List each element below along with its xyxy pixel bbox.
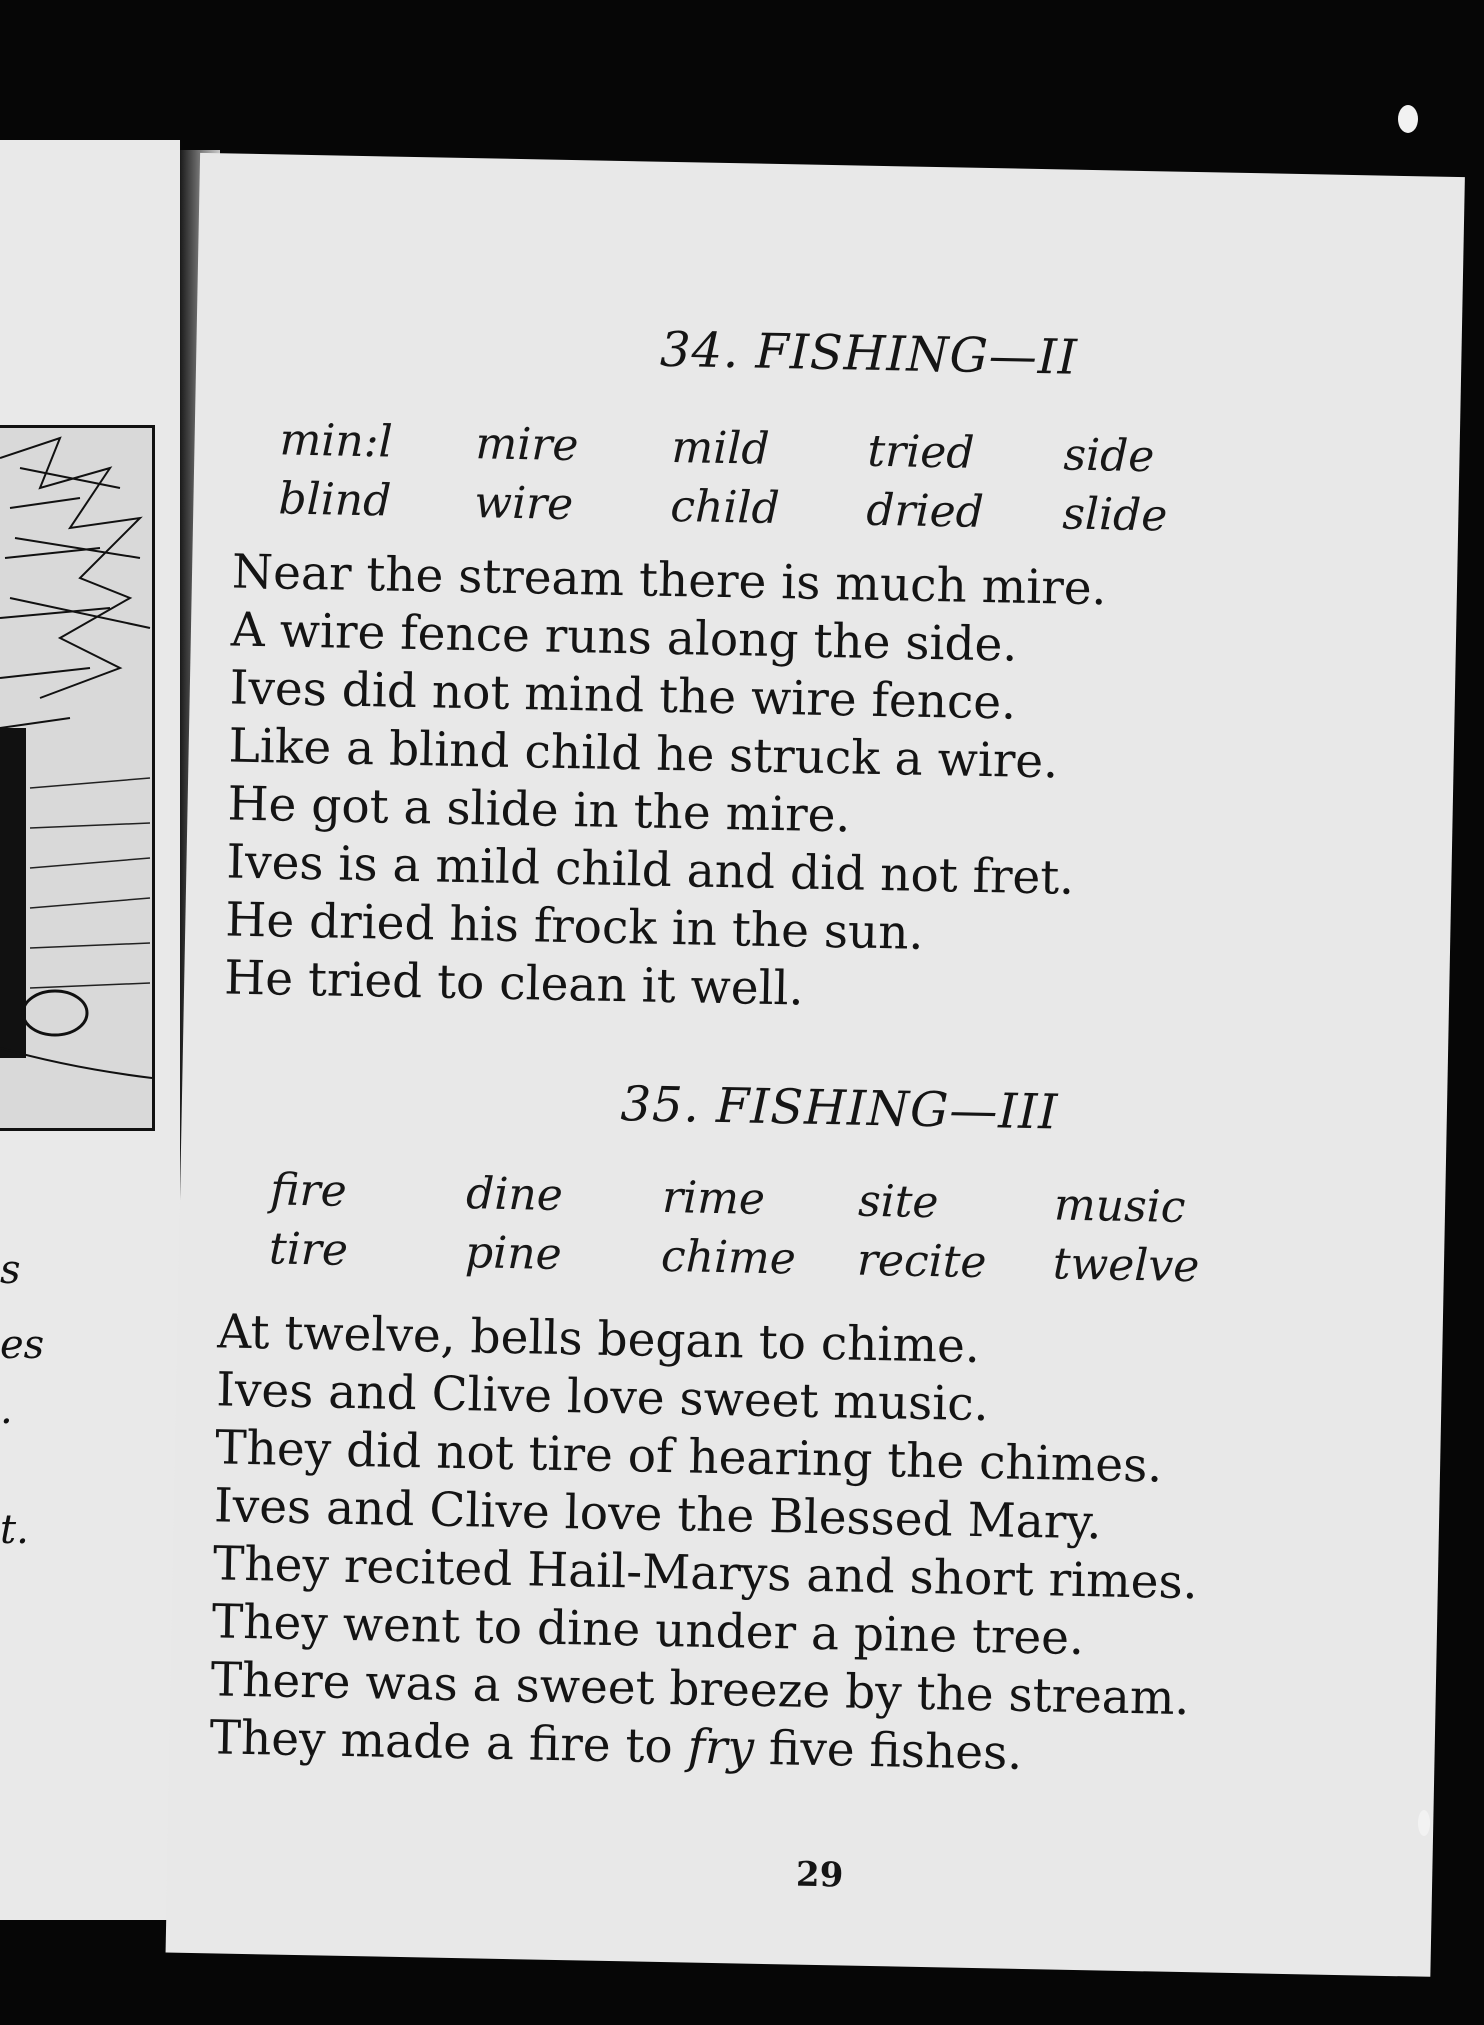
word: side: [1062, 429, 1155, 483]
text-line: Near the stream there is much mire.: [231, 544, 1108, 617]
text-line: He dried his frock in the sun.: [224, 892, 924, 961]
fragment-3: .: [0, 1387, 13, 1433]
fragment-2: es: [0, 1322, 45, 1368]
lesson-35-word-list: [269, 1164, 1251, 1293]
lesson-35-text: [209, 1303, 1338, 1788]
page-number: 29: [795, 1854, 844, 1896]
text-line: Like a blind child he struck a wire.: [228, 718, 1059, 790]
word: wire: [473, 477, 574, 531]
text-line: He got a slide in the mire.: [227, 776, 851, 844]
word: dried: [865, 484, 985, 538]
word: tried: [867, 425, 975, 479]
left-facing-page: [0, 140, 180, 1920]
word: twelve: [1052, 1238, 1200, 1293]
word: fire: [269, 1164, 348, 1217]
text-line: At twelve, bells began to chime.: [216, 1304, 981, 1375]
last-line-italic: fry: [687, 1719, 755, 1776]
text-line: They went to dine under a pine tree.: [211, 1594, 1085, 1667]
scan-dust-mark: [1418, 1810, 1430, 1836]
text-line: They recited Hail-Marys and short rimes.: [212, 1536, 1199, 1611]
text-line: A wire fence runs along the side.: [230, 602, 1018, 673]
last-line-end: five fishes.: [753, 1720, 1023, 1781]
book-page: [166, 153, 1465, 1977]
text-line: Ives and Clive love sweet music.: [215, 1362, 990, 1433]
pine-tree-icon: [0, 428, 152, 1128]
scan-dust-mark: [1398, 105, 1418, 133]
text-line: Ives is a mild child and did not fret.: [225, 834, 1075, 906]
word: site: [857, 1175, 939, 1229]
word: dine: [465, 1168, 564, 1222]
word: child: [669, 480, 781, 535]
tree-illustration: [0, 425, 155, 1131]
word: recite: [856, 1234, 987, 1289]
lesson-34-word-list: [278, 414, 1260, 543]
fragment-4: t.: [0, 1507, 29, 1553]
word: mire: [475, 418, 579, 472]
lesson-34-text: [224, 544, 1353, 1029]
text-line: They did not tire of hearing the chimes.: [214, 1420, 1163, 1494]
last-line-start: They made a fire to: [209, 1710, 689, 1775]
word: blind: [277, 473, 392, 527]
word: rime: [661, 1171, 766, 1225]
word: min:l: [279, 414, 394, 468]
word: pine: [464, 1227, 563, 1280]
text-line: Ives did not mind the wire fence.: [229, 660, 1017, 731]
word: chime: [660, 1230, 797, 1285]
fragment-1: s: [0, 1247, 21, 1293]
lesson-34-title: 34. FISHING—II: [659, 321, 1079, 386]
text-line: There was a sweet breeze by the stream.: [210, 1652, 1190, 1727]
word: tire: [268, 1223, 349, 1276]
word: mild: [671, 421, 771, 475]
word: slide: [1061, 488, 1168, 542]
text-line: Ives and Clive love the Blessed Mary.: [213, 1478, 1103, 1551]
text-line: He tried to clean it well.: [223, 950, 805, 1017]
word: music: [1053, 1179, 1186, 1233]
lesson-35-title: 35. FISHING—III: [619, 1076, 1059, 1141]
